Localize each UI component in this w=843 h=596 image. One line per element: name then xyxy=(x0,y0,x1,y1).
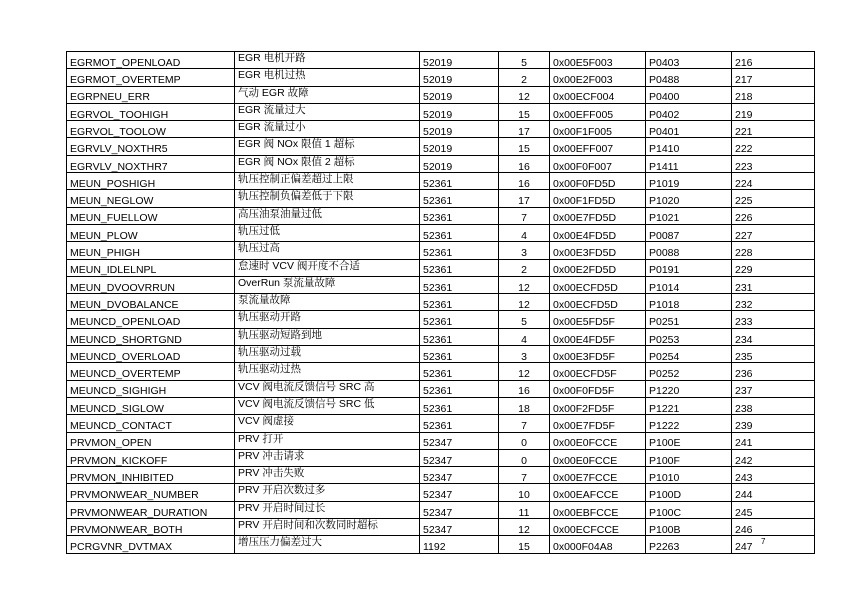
spn-cell: 52361 xyxy=(420,207,499,224)
p-code-cell: P1019 xyxy=(646,173,732,190)
fmi-cell: 12 xyxy=(499,294,550,311)
table-row xyxy=(67,519,815,536)
p-code-cell: P0401 xyxy=(646,121,732,138)
index-cell: 217 xyxy=(732,69,815,86)
fmi-cell: 12 xyxy=(499,86,550,103)
spn-cell: 52361 xyxy=(420,415,499,432)
dtc-hex-cell: 0x00F0F007 xyxy=(550,155,646,172)
fault-name-cell: PRVMON_KICKOFF xyxy=(67,449,235,466)
index-cell: 243 xyxy=(732,467,815,484)
fault-name-cell: MEUNCD_CONTACT xyxy=(67,415,235,432)
fmi-cell: 7 xyxy=(499,467,550,484)
p-code-cell: P100C xyxy=(646,501,732,518)
fault-name-cell: EGRPNEU_ERR xyxy=(67,86,235,103)
fault-code-table-body xyxy=(67,52,815,554)
fault-name-cell: MEUNCD_OPENLOAD xyxy=(67,311,235,328)
p-code-cell: P0254 xyxy=(646,346,732,363)
p-code-cell: P1010 xyxy=(646,467,732,484)
index-cell: 222 xyxy=(732,138,815,155)
description-cell: 怠速时 VCV 阀开度不合适 xyxy=(235,259,420,276)
p-code-cell: P100F xyxy=(646,449,732,466)
description-cell: EGR 流量过小 xyxy=(235,121,420,138)
table-row xyxy=(67,224,815,241)
description-cell: 轨压驱动短路到地 xyxy=(235,328,420,345)
index-cell: 245 xyxy=(732,501,815,518)
table-row xyxy=(67,346,815,363)
fmi-cell: 17 xyxy=(499,121,550,138)
dtc-hex-cell: 0x00E5FD5F xyxy=(550,311,646,328)
description-cell: PRV 冲击失败 xyxy=(235,467,420,484)
dtc-hex-cell: 0x00E2F003 xyxy=(550,69,646,86)
fmi-cell: 11 xyxy=(499,501,550,518)
fault-name-cell: MEUN_DVOOVRRUN xyxy=(67,276,235,293)
dtc-hex-cell: 0x00F1FD5D xyxy=(550,190,646,207)
spn-cell: 52361 xyxy=(420,380,499,397)
description-cell: 增压压力偏差过大 xyxy=(235,536,420,553)
description-cell: 轨压过高 xyxy=(235,242,420,259)
spn-cell: 52361 xyxy=(420,224,499,241)
dtc-hex-cell: 0x00F0FD5D xyxy=(550,173,646,190)
dtc-hex-cell: 0x00ECFD5D xyxy=(550,276,646,293)
description-cell: PRV 冲击请求 xyxy=(235,449,420,466)
p-code-cell: P0088 xyxy=(646,242,732,259)
dtc-hex-cell: 0x00E7FCCE xyxy=(550,467,646,484)
p-code-cell: P0191 xyxy=(646,259,732,276)
table-row xyxy=(67,190,815,207)
spn-cell: 52019 xyxy=(420,69,499,86)
fmi-cell: 0 xyxy=(499,449,550,466)
fmi-cell: 16 xyxy=(499,173,550,190)
index-cell: 227 xyxy=(732,224,815,241)
p-code-cell: P0488 xyxy=(646,69,732,86)
dtc-hex-cell: 0x00ECFD5F xyxy=(550,363,646,380)
index-cell: 247 xyxy=(732,536,815,553)
fmi-cell: 0 xyxy=(499,432,550,449)
dtc-hex-cell: 0x00E2FD5D xyxy=(550,259,646,276)
index-cell: 239 xyxy=(732,415,815,432)
fault-name-cell: PRVMONWEAR_DURATION xyxy=(67,501,235,518)
table-row xyxy=(67,311,815,328)
table-row xyxy=(67,69,815,86)
fmi-cell: 4 xyxy=(499,328,550,345)
dtc-hex-cell: 0x00EAFCCE xyxy=(550,484,646,501)
dtc-hex-cell: 0x00E0FCCE xyxy=(550,432,646,449)
p-code-cell: P0252 xyxy=(646,363,732,380)
description-cell: VCV 阀电流反馈信号 SRC 高 xyxy=(235,380,420,397)
dtc-hex-cell: 0x00E4FD5D xyxy=(550,224,646,241)
spn-cell: 52361 xyxy=(420,259,499,276)
fmi-cell: 15 xyxy=(499,138,550,155)
fmi-cell: 12 xyxy=(499,276,550,293)
fault-name-cell: PRVMON_INHIBITED xyxy=(67,467,235,484)
table-row xyxy=(67,207,815,224)
description-cell: PRV 开启时间过长 xyxy=(235,501,420,518)
p-code-cell: P100D xyxy=(646,484,732,501)
p-code-cell: P1020 xyxy=(646,190,732,207)
fmi-cell: 15 xyxy=(499,536,550,553)
dtc-hex-cell: 0x00E7FD5D xyxy=(550,207,646,224)
index-cell: 228 xyxy=(732,242,815,259)
dtc-hex-cell: 0x00EFF005 xyxy=(550,103,646,120)
p-code-cell: P1014 xyxy=(646,276,732,293)
index-cell: 231 xyxy=(732,276,815,293)
table-row xyxy=(67,328,815,345)
description-cell: 泵流量故障 xyxy=(235,294,420,311)
dtc-hex-cell: 0x00E0FCCE xyxy=(550,449,646,466)
fault-name-cell: MEUN_FUELLOW xyxy=(67,207,235,224)
description-cell: PRV 开启时间和次数同时超标 xyxy=(235,519,420,536)
spn-cell: 52361 xyxy=(420,311,499,328)
table-row xyxy=(67,536,815,553)
fmi-cell: 5 xyxy=(499,311,550,328)
spn-cell: 52347 xyxy=(420,484,499,501)
p-code-cell: P0251 xyxy=(646,311,732,328)
description-cell: 轨压驱动过热 xyxy=(235,363,420,380)
index-cell: 229 xyxy=(732,259,815,276)
description-cell: 轨压过低 xyxy=(235,224,420,241)
table-row xyxy=(67,86,815,103)
index-cell: 233 xyxy=(732,311,815,328)
p-code-cell: P0400 xyxy=(646,86,732,103)
fault-name-cell: EGRMOT_OVERTEMP xyxy=(67,69,235,86)
spn-cell: 52361 xyxy=(420,173,499,190)
spn-cell: 52019 xyxy=(420,138,499,155)
description-cell: 轨压驱动开路 xyxy=(235,311,420,328)
dtc-hex-cell: 0x00ECFD5D xyxy=(550,294,646,311)
fault-name-cell: MEUN_NEGLOW xyxy=(67,190,235,207)
fault-name-cell: EGRVOL_TOOHIGH xyxy=(67,103,235,120)
description-cell: EGR 阀 NOx 限值 1 超标 xyxy=(235,138,420,155)
fault-name-cell: PRVMON_OPEN xyxy=(67,432,235,449)
index-cell: 235 xyxy=(732,346,815,363)
table-row xyxy=(67,415,815,432)
index-cell: 237 xyxy=(732,380,815,397)
fault-name-cell: PRVMONWEAR_NUMBER xyxy=(67,484,235,501)
fmi-cell: 3 xyxy=(499,242,550,259)
fmi-cell: 5 xyxy=(499,52,550,69)
fault-name-cell: PRVMONWEAR_BOTH xyxy=(67,519,235,536)
index-cell: 236 xyxy=(732,363,815,380)
description-cell: VCV 阀虚接 xyxy=(235,415,420,432)
fault-name-cell: MEUN_PHIGH xyxy=(67,242,235,259)
dtc-hex-cell: 0x00ECFCCE xyxy=(550,519,646,536)
fault-name-cell: EGRMOT_OPENLOAD xyxy=(67,52,235,69)
fault-name-cell: EGRVOL_TOOLOW xyxy=(67,121,235,138)
description-cell: PRV 打开 xyxy=(235,432,420,449)
fault-name-cell: MEUNCD_SIGLOW xyxy=(67,397,235,414)
index-cell: 219 xyxy=(732,103,815,120)
p-code-cell: P1021 xyxy=(646,207,732,224)
table-row xyxy=(67,363,815,380)
p-code-cell: P1221 xyxy=(646,397,732,414)
fmi-cell: 16 xyxy=(499,380,550,397)
table-row xyxy=(67,276,815,293)
p-code-cell: P100E xyxy=(646,432,732,449)
fault-name-cell: MEUN_IDLELNPL xyxy=(67,259,235,276)
fmi-cell: 2 xyxy=(499,259,550,276)
fmi-cell: 7 xyxy=(499,207,550,224)
index-cell: 241 xyxy=(732,432,815,449)
fault-name-cell: MEUNCD_OVERLOAD xyxy=(67,346,235,363)
spn-cell: 52347 xyxy=(420,432,499,449)
dtc-hex-cell: 0x00E3FD5F xyxy=(550,346,646,363)
index-cell: 242 xyxy=(732,449,815,466)
spn-cell: 52361 xyxy=(420,294,499,311)
fmi-cell: 16 xyxy=(499,155,550,172)
table-row xyxy=(67,52,815,69)
table-row xyxy=(67,397,815,414)
spn-cell: 52361 xyxy=(420,397,499,414)
fault-name-cell: PCRGVNR_DVTMAX xyxy=(67,536,235,553)
table-row xyxy=(67,501,815,518)
description-cell: EGR 电机过热 xyxy=(235,69,420,86)
dtc-hex-cell: 0x00EBFCCE xyxy=(550,501,646,518)
spn-cell: 52347 xyxy=(420,501,499,518)
table-row xyxy=(67,449,815,466)
table-row xyxy=(67,121,815,138)
index-cell: 218 xyxy=(732,86,815,103)
fmi-cell: 10 xyxy=(499,484,550,501)
spn-cell: 52361 xyxy=(420,190,499,207)
spn-cell: 52361 xyxy=(420,346,499,363)
index-cell: 238 xyxy=(732,397,815,414)
description-cell: 轨压控制正偏差超过上限 xyxy=(235,173,420,190)
fault-name-cell: MEUNCD_OVERTEMP xyxy=(67,363,235,380)
description-cell: EGR 电机开路 xyxy=(235,52,420,69)
fmi-cell: 12 xyxy=(499,363,550,380)
fault-code-table xyxy=(66,51,815,554)
description-cell: 高压油泵油量过低 xyxy=(235,207,420,224)
p-code-cell: P1220 xyxy=(646,380,732,397)
table-row xyxy=(67,242,815,259)
p-code-cell: P2263 xyxy=(646,536,732,553)
table-row xyxy=(67,432,815,449)
p-code-cell: P0403 xyxy=(646,52,732,69)
p-code-cell: P1018 xyxy=(646,294,732,311)
dtc-hex-cell: 0x00F0FD5F xyxy=(550,380,646,397)
spn-cell: 52019 xyxy=(420,103,499,120)
fmi-cell: 7 xyxy=(499,415,550,432)
spn-cell: 52019 xyxy=(420,121,499,138)
dtc-hex-cell: 0x00E3FD5D xyxy=(550,242,646,259)
fmi-cell: 4 xyxy=(499,224,550,241)
fmi-cell: 15 xyxy=(499,103,550,120)
p-code-cell: P0087 xyxy=(646,224,732,241)
table-row xyxy=(67,259,815,276)
dtc-hex-cell: 0x00ECF004 xyxy=(550,86,646,103)
index-cell: 226 xyxy=(732,207,815,224)
description-cell: PRV 开启次数过多 xyxy=(235,484,420,501)
spn-cell: 52347 xyxy=(420,449,499,466)
table-row xyxy=(67,173,815,190)
description-cell: 轨压控制负偏差低于下限 xyxy=(235,190,420,207)
fmi-cell: 2 xyxy=(499,69,550,86)
spn-cell: 52019 xyxy=(420,155,499,172)
description-cell: 轨压驱动过载 xyxy=(235,346,420,363)
p-code-cell: P100B xyxy=(646,519,732,536)
page-number: 7 xyxy=(761,537,766,546)
index-cell: 224 xyxy=(732,173,815,190)
fault-name-cell: EGRVLV_NOXTHR5 xyxy=(67,138,235,155)
table-row xyxy=(67,138,815,155)
fault-name-cell: EGRVLV_NOXTHR7 xyxy=(67,155,235,172)
spn-cell: 52361 xyxy=(420,242,499,259)
dtc-hex-cell: 0x00E5F003 xyxy=(550,52,646,69)
spn-cell: 52019 xyxy=(420,52,499,69)
dtc-hex-cell: 0x00E7FD5F xyxy=(550,415,646,432)
index-cell: 234 xyxy=(732,328,815,345)
table-row xyxy=(67,294,815,311)
description-cell: OverRun 泵流量故障 xyxy=(235,276,420,293)
p-code-cell: P0253 xyxy=(646,328,732,345)
index-cell: 232 xyxy=(732,294,815,311)
spn-cell: 52347 xyxy=(420,519,499,536)
description-cell: EGR 阀 NOx 限值 2 超标 xyxy=(235,155,420,172)
dtc-hex-cell: 0x00F1F005 xyxy=(550,121,646,138)
table-row xyxy=(67,103,815,120)
table-row xyxy=(67,467,815,484)
index-cell: 223 xyxy=(732,155,815,172)
index-cell: 246 xyxy=(732,519,815,536)
index-cell: 244 xyxy=(732,484,815,501)
table-row xyxy=(67,155,815,172)
fault-name-cell: MEUN_POSHIGH xyxy=(67,173,235,190)
p-code-cell: P0402 xyxy=(646,103,732,120)
fault-name-cell: MEUN_PLOW xyxy=(67,224,235,241)
fault-name-cell: MEUN_DVOBALANCE xyxy=(67,294,235,311)
description-cell: EGR 流量过大 xyxy=(235,103,420,120)
spn-cell: 52361 xyxy=(420,363,499,380)
fmi-cell: 12 xyxy=(499,519,550,536)
spn-cell: 1192 xyxy=(420,536,499,553)
table-row xyxy=(67,380,815,397)
fault-name-cell: MEUNCD_SHORTGND xyxy=(67,328,235,345)
spn-cell: 52347 xyxy=(420,467,499,484)
spn-cell: 52361 xyxy=(420,276,499,293)
fmi-cell: 3 xyxy=(499,346,550,363)
table-row xyxy=(67,484,815,501)
description-cell: VCV 阀电流反馈信号 SRC 低 xyxy=(235,397,420,414)
spn-cell: 52019 xyxy=(420,86,499,103)
fmi-cell: 17 xyxy=(499,190,550,207)
p-code-cell: P1410 xyxy=(646,138,732,155)
dtc-hex-cell: 0x00F2FD5F xyxy=(550,397,646,414)
fault-name-cell: MEUNCD_SIGHIGH xyxy=(67,380,235,397)
spn-cell: 52361 xyxy=(420,328,499,345)
p-code-cell: P1411 xyxy=(646,155,732,172)
dtc-hex-cell: 0x00EFF007 xyxy=(550,138,646,155)
index-cell: 225 xyxy=(732,190,815,207)
dtc-hex-cell: 0x00E4FD5F xyxy=(550,328,646,345)
dtc-hex-cell: 0x000F04A8 xyxy=(550,536,646,553)
p-code-cell: P1222 xyxy=(646,415,732,432)
index-cell: 216 xyxy=(732,52,815,69)
index-cell: 221 xyxy=(732,121,815,138)
description-cell: 气动 EGR 故障 xyxy=(235,86,420,103)
fmi-cell: 18 xyxy=(499,397,550,414)
